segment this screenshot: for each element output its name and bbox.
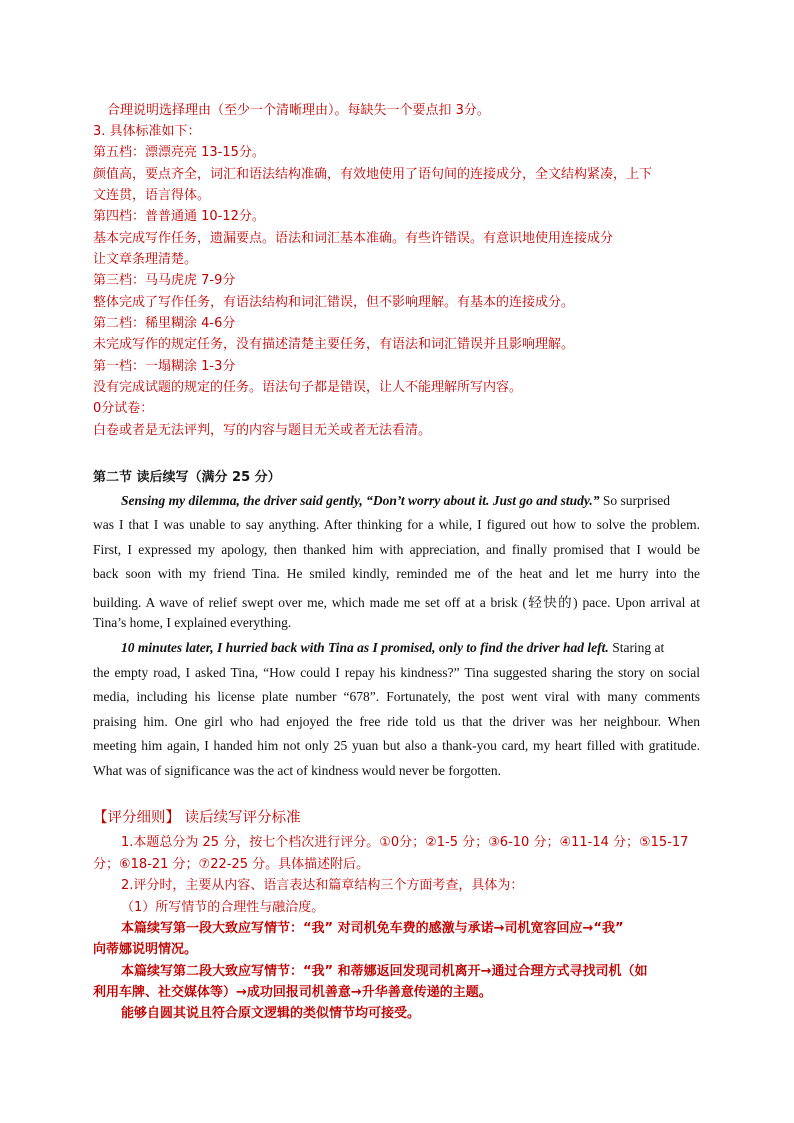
rubric-line: 没有完成试题的规定的任务。语法句子都是错误，让人不能理解所写内容。 [93, 380, 523, 395]
essay-line: was I that I was unable to say anything. After thinking for a while, I figured out how to solve the problem. [93, 517, 700, 532]
paragraph-lead-sentence: Sensing my dilemma, the driver said gently, “Don’t worry about it. Just go and study.” [121, 493, 600, 508]
essay-line: back soon with my friend Tina. He smiled kindly, reminded me of the heat and let me hurry into the [93, 566, 700, 581]
paragraph-lead-sentence: 10 minutes later, I hurried back with Tina as I promised, only to find the driver had left. [121, 640, 609, 655]
rubric-line: 颜值高，要点齐全，词汇和语法结构准确，有效地使用了语句间的连接成分，全文结构紧凑，上下 [93, 167, 653, 182]
rubric-line: 向蒂娜说明情况。 [93, 942, 198, 957]
rubric-line: 本篇续写第一段大致应写情节：“我” 对司机免车费的感激与承诺→司机宽容回应→“我” [121, 921, 624, 936]
rubric-line: 第一档：一塌糊涂 1-3分 [93, 359, 236, 374]
rubric-line: 第三档：马马虎虎 7-9分 [93, 273, 236, 288]
rubric-line: 让文章条理清楚。 [93, 252, 198, 267]
rubric-line: 白卷或者是无法评判，写的内容与题目无关或者无法看清。 [93, 423, 432, 438]
essay-line [121, 640, 700, 656]
rubric-line: 第二档：稀里糊涂 4-6分 [93, 316, 236, 331]
rubric-line: 文连贯，语言得体。 [93, 188, 211, 203]
section-heading: 第二节 读后续写（满分 25 分） [93, 470, 281, 485]
rubric-line: 整体完成了写作任务，有语法结构和词汇错误，但不影响理解。有基本的连接成分。 [93, 295, 575, 310]
rubric-line: 能够自圆其说且符合原文逻辑的类似情节均可接受。 [121, 1006, 421, 1021]
rubric-title: 【评分细则】 读后续写评分标准 [93, 810, 301, 826]
essay-line: building. A wave of relief swept over me, which made me set off at a brisk (轻快的) pace. Upon arrival at [93, 595, 700, 610]
essay-line: Tina’s home, I explained everything. [93, 615, 292, 630]
essay-line: the empty road, I asked Tina, “How could I repay his kindness?” Tina suggested sharing the story on social [93, 665, 700, 680]
essay-line: praising him. One girl who had enjoyed the free ride told us that the driver was her neighbour. When [93, 714, 700, 729]
essay-line [121, 493, 700, 509]
rubric-line: 第四档：普普通通 10-12分。 [93, 209, 265, 224]
rubric-line: 利用车牌、社交媒体等）→成功回报司机善意→升华善意传递的主题。 [93, 985, 492, 1000]
rubric-line: 0分试卷： [93, 401, 154, 416]
rubric-line: 本篇续写第二段大致应写情节：“我” 和蒂娜返回发现司机离开→通过合理方式寻找司机（如 [121, 964, 648, 979]
essay-line: First, I expressed my apology, then thanked him with appreciation, and finally promised that I would be [93, 542, 700, 557]
rubric-line: 合理说明选择理由（至少一个清晰理由）。每缺失一个要点扣 3分。 [107, 103, 490, 118]
essay-line: What was of significance was the act of kindness would never be forgotten. [93, 763, 501, 778]
essay-line: meeting him again, I handed him not only 25 yuan but also a thank-you card, my heart filled with gratitude. [93, 738, 700, 753]
essay-text: So surprised [599, 493, 671, 508]
rubric-line: 未完成写作的规定任务，没有描述清楚主要任务，有语法和词汇错误并且影响理解。 [93, 337, 575, 352]
rubric-line: 1.本题总分为 25 分，按七个档次进行评分。①0分；②1-5 分；③6-10 分；④11-14 分；⑤15-17 [121, 835, 689, 850]
rubric-line: 基本完成写作任务，遗漏要点。语法和词汇基本准确。有些许错误。有意识地使用连接成分 [93, 231, 614, 246]
rubric-line: 第五档：漂漂亮亮 13-15分。 [93, 145, 265, 160]
essay-text: Staring at [608, 640, 665, 655]
rubric-line: 2.评分时，主要从内容、语言表达和篇章结构三个方面考查，具体为： [121, 878, 524, 893]
rubric-line: 分；⑥18-21 分；⑦22-25 分。具体描述附后。 [93, 857, 370, 872]
rubric-line: 3. 具体标准如下： [93, 124, 201, 139]
essay-line: media, including his license plate number “678”. Fortunately, the post went viral with many comments [93, 689, 700, 704]
rubric-line: （1）所写情节的合理性与融洽度。 [121, 900, 325, 915]
